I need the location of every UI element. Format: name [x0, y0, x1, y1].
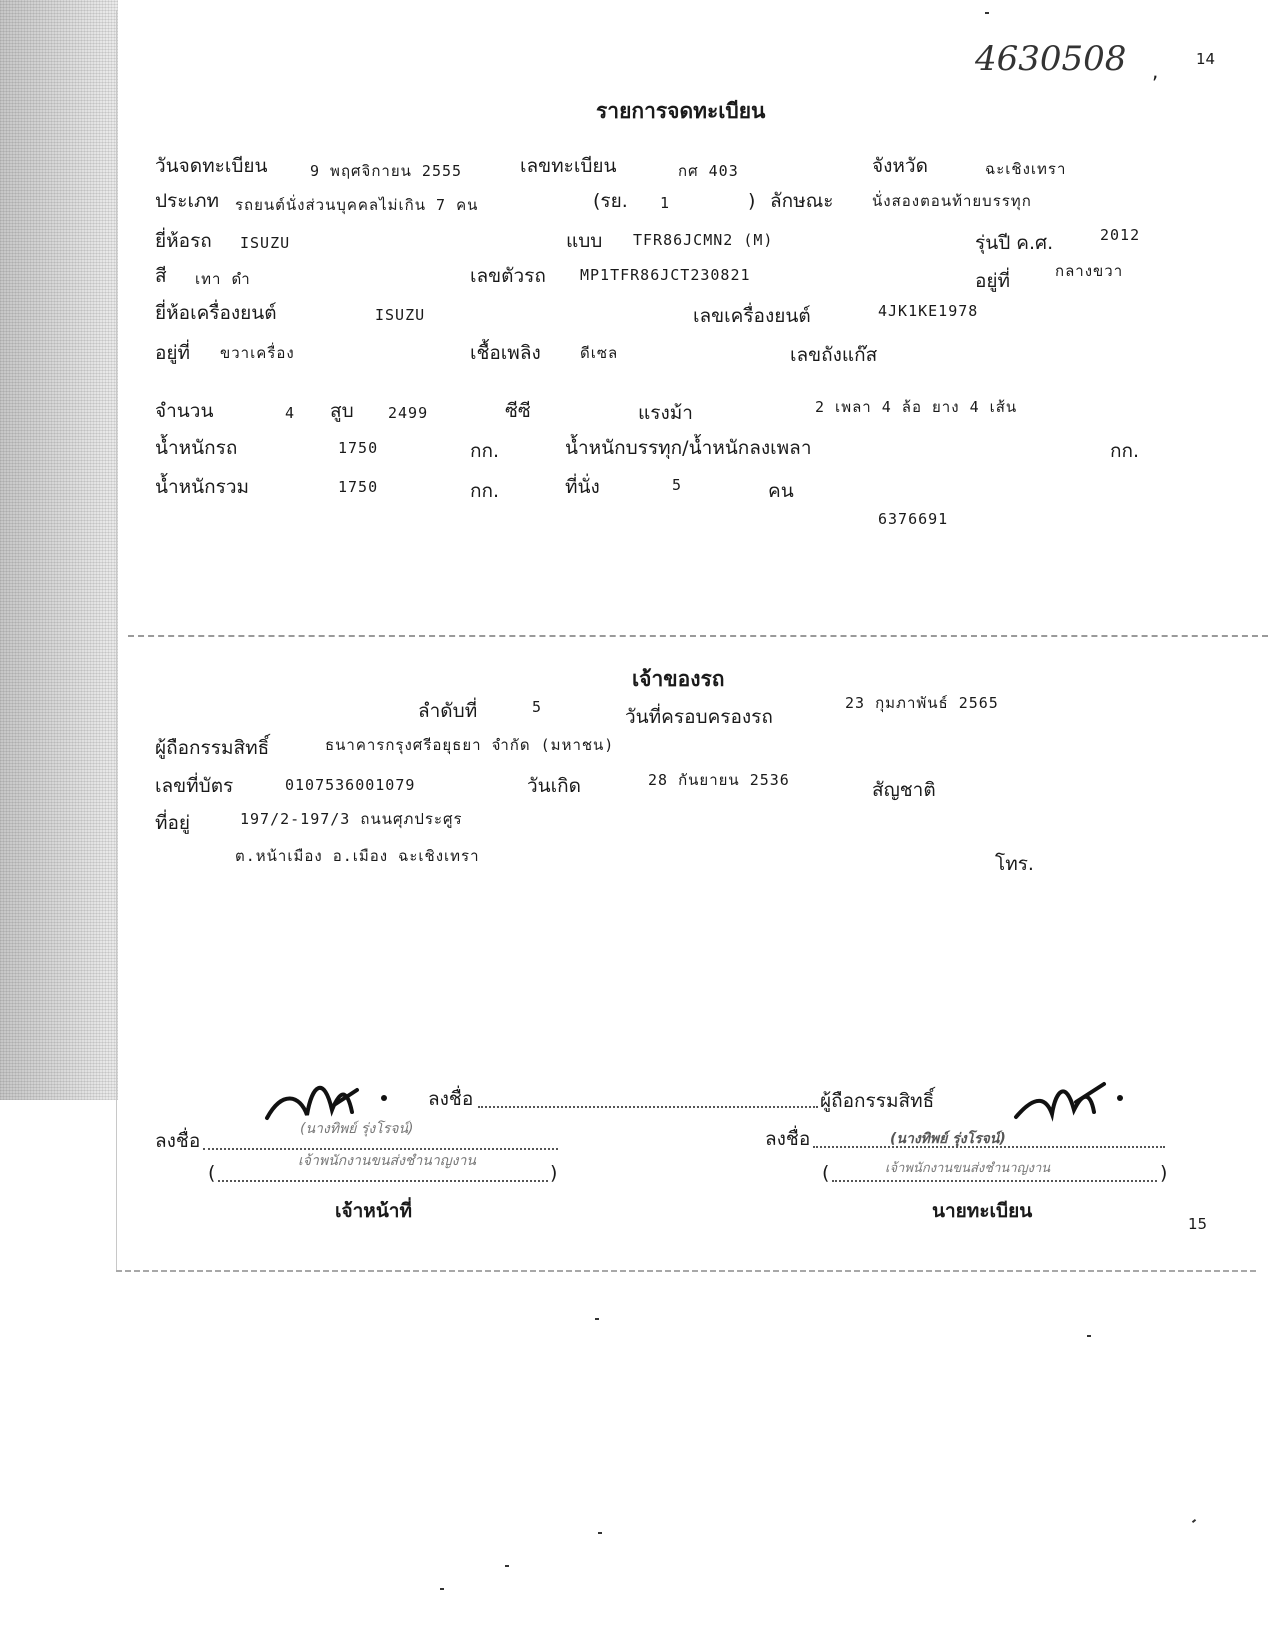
- value-brand: ISUZU: [240, 234, 291, 252]
- label-sign-right: ลงชื่อ: [765, 1128, 811, 1150]
- code-close: ): [748, 190, 756, 212]
- unit-kg-2: กก.: [1110, 440, 1140, 462]
- title-officer: เจ้าหน้าที่: [335, 1200, 413, 1222]
- paren-open-right: (: [822, 1162, 830, 1184]
- value-address-line2: ต.หน้าเมือง อ.เมือง ฉะเชิงเทรา: [235, 847, 480, 865]
- page-number-bottom: 15: [1188, 1215, 1208, 1233]
- scan-speck: [1192, 1519, 1196, 1523]
- label-chassis-location: อยู่ที่: [975, 270, 1011, 292]
- value-seats: 5: [672, 476, 683, 494]
- serial-number: 6376691: [878, 510, 949, 528]
- label-model: แบบ: [566, 230, 603, 252]
- page-edge-bottom: [116, 1270, 1256, 1272]
- label-cc: ซีซี: [505, 400, 531, 422]
- value-engine-number: 4JK1KE1978: [878, 302, 979, 320]
- label-phone: โทร.: [995, 853, 1034, 875]
- value-holder: ธนาคารกรุงศรีอยุธยา จำกัด (มหาชน): [325, 736, 615, 754]
- label-cylinder: สูบ: [330, 400, 354, 422]
- scan-speck: [985, 12, 989, 14]
- paren-close-right: ): [1160, 1162, 1168, 1184]
- label-type: ประเภท: [155, 190, 220, 212]
- label-load-weight: น้ำหนักบรรทุก/น้ำหนักลงเพลา: [565, 437, 812, 459]
- label-holder-sign: ผู้ถือกรรมสิทธิ์: [820, 1090, 935, 1112]
- scan-speck: [595, 1318, 599, 1320]
- label-fuel: เชื้อเพลิง: [470, 342, 541, 364]
- value-weight: 1750: [338, 439, 379, 457]
- label-weight: น้ำหนักรถ: [155, 437, 238, 459]
- label-id-number: เลขที่บัตร: [155, 775, 234, 797]
- value-engine-brand: ISUZU: [375, 306, 426, 324]
- code-open: (รย.: [593, 190, 628, 212]
- value-chassis-location: กลางขวา: [1055, 262, 1124, 280]
- value-fuel: ดีเซล: [580, 344, 619, 362]
- value-year: 2012: [1100, 226, 1141, 244]
- label-engine-brand: ยี่ห้อเครื่องยนต์: [155, 302, 277, 324]
- label-nationality: สัญชาติ: [872, 779, 936, 801]
- scan-speck: [1087, 1335, 1091, 1337]
- handwritten-number: 4630508: [975, 39, 1127, 79]
- scan-speck: [505, 1565, 509, 1567]
- label-holder: ผู้ถือกรรมสิทธิ์: [155, 737, 270, 759]
- label-engine-number: เลขเครื่องยนต์: [693, 305, 811, 327]
- label-order: ลำดับที่: [418, 700, 478, 722]
- label-year: รุ่นปี ค.ศ.: [975, 232, 1054, 254]
- unit-kg-1: กก.: [470, 440, 500, 462]
- value-birth-date: 28 กันยายน 2536: [648, 771, 790, 789]
- stamp-position-right: เจ้าพนักงานขนส่งชำนาญงาน: [885, 1161, 1051, 1176]
- label-color: สี: [155, 265, 167, 287]
- page-number-top: 14: [1196, 50, 1216, 68]
- label-horsepower: แรงม้า: [638, 402, 693, 424]
- label-total-weight: น้ำหนักรวม: [155, 476, 250, 498]
- value-address-line1: 197/2-197/3 ถนนศุภประศูร: [240, 810, 463, 828]
- value-total-weight: 1750: [338, 478, 379, 496]
- paren-close-left: ): [550, 1162, 558, 1184]
- label-count: จำนวน: [155, 400, 214, 422]
- scan-shadow-strip: [0, 0, 118, 1100]
- value-chassis: MP1TFR86JCT230821: [580, 266, 751, 284]
- label-sign-left: ลงชื่อ: [155, 1130, 201, 1152]
- page-edge: [116, 10, 117, 1270]
- scan-speck: [440, 1588, 444, 1590]
- label-style: ลักษณะ: [770, 190, 834, 212]
- value-plate: กศ 403: [678, 162, 739, 180]
- stamp-position-left: เจ้าพนักงานขนส่งชำนาญงาน: [298, 1153, 476, 1169]
- unit-person: คน: [768, 480, 794, 502]
- label-engine-location: อยู่ที่: [155, 342, 191, 364]
- name-line-right: [832, 1180, 1157, 1182]
- value-order: 5: [532, 698, 543, 716]
- value-code: 1: [660, 194, 671, 212]
- label-brand: ยี่ห้อรถ: [155, 230, 212, 252]
- label-province: จังหวัด: [872, 155, 928, 177]
- comma-mark: ,: [1152, 59, 1159, 83]
- value-cylinder: 2499: [388, 404, 429, 422]
- stamp-name-right: (นางทิพย์ รุ่งโรจน์): [890, 1131, 1006, 1147]
- paren-open-left: (: [208, 1162, 216, 1184]
- value-count: 4: [285, 404, 296, 422]
- signature-holder: [1012, 1072, 1132, 1127]
- value-style: นั่งสองตอนท้ายบรรทุก: [872, 192, 1032, 210]
- label-address: ที่อยู่: [155, 812, 191, 834]
- signature-line-top: [478, 1106, 818, 1108]
- label-seats: ที่นั่ง: [565, 476, 600, 498]
- value-possession-date: 23 กุมภาพันธ์ 2565: [845, 694, 999, 712]
- value-province: ฉะเชิงเทรา: [985, 160, 1067, 178]
- label-chassis: เลขตัวรถ: [470, 265, 546, 287]
- label-plate: เลขทะเบียน: [520, 155, 617, 177]
- section-title-registration: รายการจดทะเบียน: [596, 99, 766, 123]
- name-line-left: [218, 1180, 548, 1182]
- unit-kg-3: กก.: [470, 480, 500, 502]
- stamp-name-left: (นางทิพย์ รุ่งโรจน์): [300, 1121, 414, 1137]
- section-title-owner: เจ้าของรถ: [632, 667, 725, 691]
- value-type: รถยนต์นั่งส่วนบุคคลไม่เกิน 7 คน: [235, 196, 479, 214]
- label-possession-date: วันที่ครอบครองรถ: [625, 706, 773, 728]
- title-registrar: นายทะเบียน: [932, 1200, 1033, 1222]
- scan-speck: [598, 1532, 602, 1534]
- label-birth-date: วันเกิด: [527, 775, 581, 797]
- label-gas-tank: เลขถังแก๊ส: [790, 344, 878, 366]
- page-separator: [128, 635, 1268, 637]
- label-sign-top: ลงชื่อ: [428, 1088, 474, 1110]
- value-axles: 2 เพลา 4 ล้อ ยาง 4 เส้น: [815, 398, 1018, 416]
- label-reg-date: วันจดทะเบียน: [155, 155, 268, 177]
- value-reg-date: 9 พฤศจิกายน 2555: [310, 162, 463, 180]
- value-engine-location: ขวาเครื่อง: [220, 344, 295, 362]
- value-model: TFR86JCMN2 (M): [633, 231, 774, 249]
- value-color: เทา ดำ: [195, 270, 251, 288]
- value-id-number: 0107536001079: [285, 776, 416, 794]
